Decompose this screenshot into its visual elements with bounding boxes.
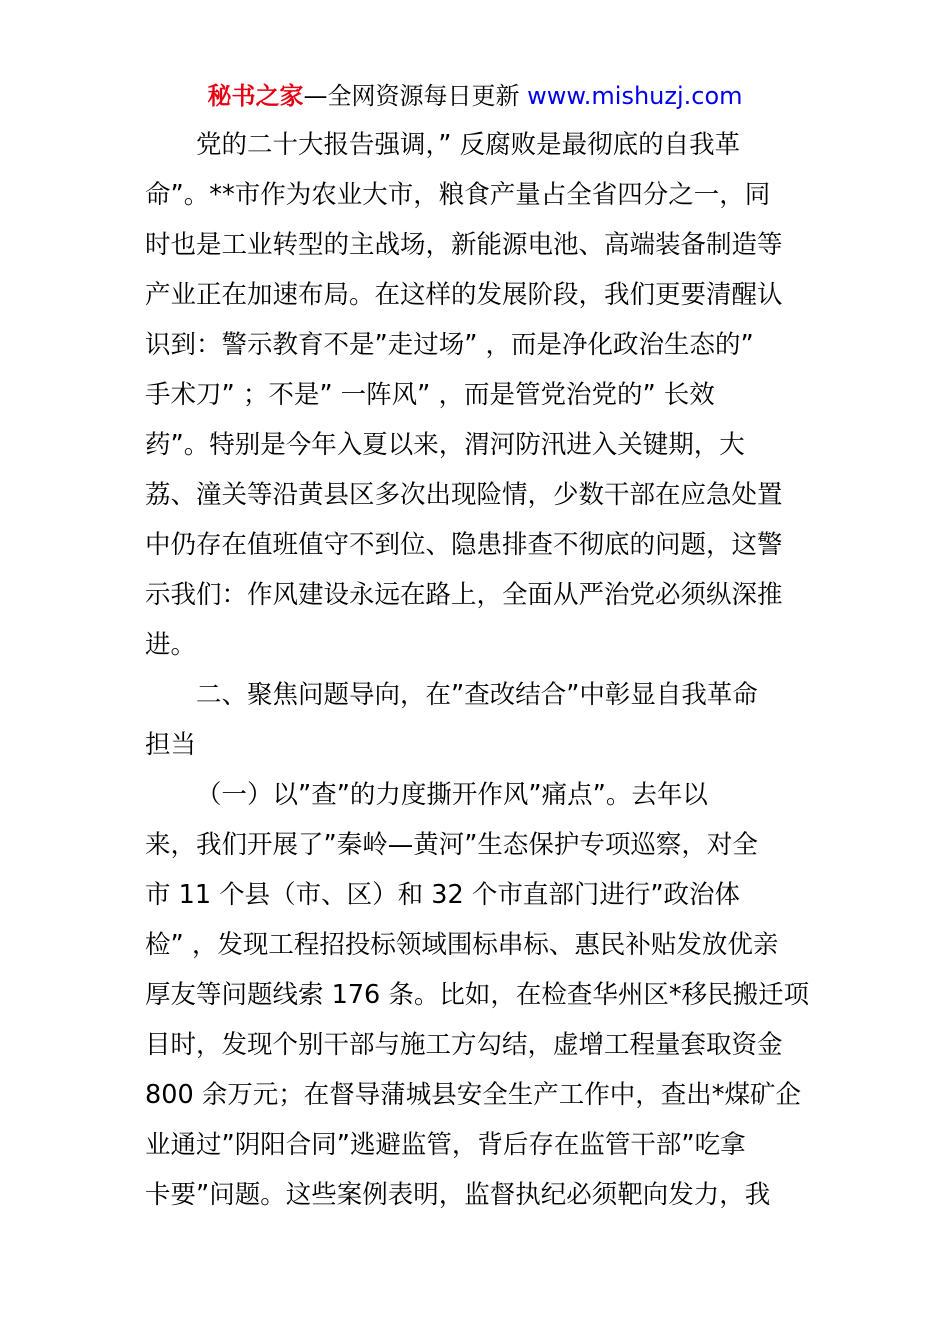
paragraph-line: 中仍存在值班值守不到位、隐患排查不彻底的问题，这警 xyxy=(145,530,783,560)
header-tagline: —全网资源每日更新 xyxy=(303,82,520,110)
section-heading-line: 二、聚焦问题导向，在”查改结合”中彰显自我革命 xyxy=(196,680,758,710)
paragraph-line: 厚友等问题线索 176 条。比如，在检查华州区*移民搬迁项 xyxy=(145,980,810,1010)
paragraph-line: 业通过”阴阳合同”逃避监管，背后存在监管干部”吃拿 xyxy=(145,1130,746,1160)
paragraph-line: 目时，发现个别干部与施工方勾结，虚增工程量套取资金 xyxy=(145,1030,783,1060)
paragraph-line: 示我们：作风建设永远在路上，全面从严治党必须纵深推 xyxy=(145,580,783,610)
paragraph-line: 进。 xyxy=(145,630,197,660)
paragraph-line: 手术刀” ；不是” 一阵风” ，而是管党治党的” 长效 xyxy=(145,380,715,410)
paragraph-line: 来，我们开展了”秦岭—黄河”生态保护专项巡察，对全 xyxy=(145,830,758,860)
paragraph-line: 800 余万元；在督导蒲城县安全生产工作中，查出*煤矿企 xyxy=(145,1080,802,1110)
paragraph-line: 党的二十大报告强调，” 反腐败是最彻底的自我革 xyxy=(196,130,741,160)
paragraph-line: 检” ，发现工程招投标领域围标串标、惠民补贴发放优亲 xyxy=(145,930,779,960)
paragraph-line: 产业正在加速布局。在这样的发展阶段，我们更要清醒认 xyxy=(145,280,783,310)
paragraph-line: 药”。特别是今年入夏以来，渭河防汛进入关键期，大 xyxy=(145,430,745,460)
site-header xyxy=(0,80,950,112)
brand-name: 秘书之家 xyxy=(207,82,304,110)
paragraph-line: 命”。**市作为农业大市，粮食产量占全省四分之一，同 xyxy=(145,180,771,210)
paragraph-line: 卡要”问题。这些案例表明，监督执纪必须靶向发力，我 xyxy=(145,1180,771,1210)
document-body xyxy=(145,120,817,1220)
paragraph-line: 时也是工业转型的主战场，新能源电池、高端装备制造等 xyxy=(145,230,783,260)
paragraph-line: 市 11 个县（市、区）和 32 个市直部门进行”政治体 xyxy=(145,880,741,910)
site-url-link[interactable]: www.mishuzj.com xyxy=(527,82,743,110)
paragraph-line: 识到：警示教育不是”走过场” ，而是净化政治生态的” xyxy=(145,330,754,360)
section-heading-line: 担当 xyxy=(145,730,197,760)
paragraph-line: （一）以”查”的力度撕开作风”痛点”。去年以 xyxy=(196,780,708,810)
paragraph-line: 荔、潼关等沿黄县区多次出现险情，少数干部在应急处置 xyxy=(145,480,783,510)
